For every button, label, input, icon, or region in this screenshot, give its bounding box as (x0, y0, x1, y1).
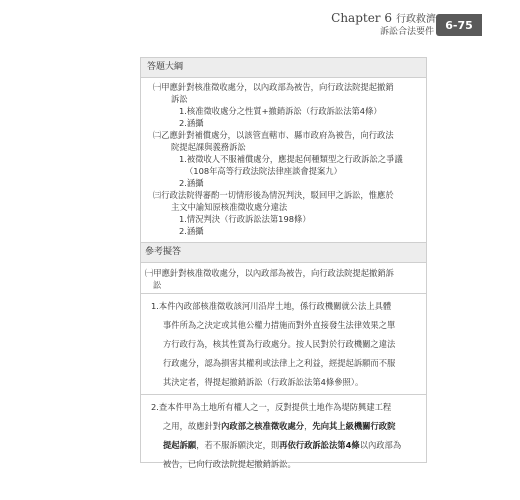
page-header (0, 0, 520, 44)
answer-outline-box (140, 57, 427, 243)
reference-intro (141, 263, 426, 294)
reference-title: 參考擬答 (141, 243, 426, 263)
paragraph-line: 2.查本件甲為土地所有權人之一，反對提供土地作為堤防興建工程 (151, 402, 392, 412)
outline-line: ㈠甲應針對核准徵收處分，以內政部為被告，向行政法院提起撤銷 (153, 82, 394, 92)
outline-line: （108年高等行政法院法律座談會提案九） (185, 166, 342, 176)
paragraph-line: 方行政行為，核其性質為行政處分。按人民對於行政機關之違法 (163, 339, 396, 349)
bold-text: 內政部之核准徵收處分 (221, 421, 305, 431)
paragraph-line: 1.本件內政部核准徵收該河川沿岸土地，係行政機關就公法上具體 (151, 301, 392, 311)
intro-line: 訟 (153, 280, 162, 290)
plain-text: ，若不服訴願決定，則 (196, 440, 280, 450)
section-subtitle: 訴訟合法要件 (379, 27, 434, 37)
plain-text: 之用，故應針對 (163, 421, 222, 431)
plain-text: 以內政部為 (359, 440, 402, 450)
outline-line: 訴訟 (171, 94, 188, 104)
paragraph-line: 行政處分，認為損害其權利或法律上之利益，經提起訴願而不服 (163, 358, 396, 368)
bold-text: 再依行政訴訟法第4條 (279, 440, 360, 450)
paragraph-line: 事件所為之決定或其他公權力措施而對外直接發生法律效果之單 (163, 320, 396, 330)
outline-line: 2.涵攝 (179, 118, 204, 128)
outline-line: 1.被徵收人不服補償處分，應提起何種類型之行政訴訟之爭議 (179, 154, 403, 164)
paragraph-line (151, 420, 422, 432)
reference-paragraph-1 (141, 294, 426, 395)
outline-line: ㈢行政法院得審酌一切情形後為情況判決，駁回甲之訴訟，惟應於 (153, 190, 394, 200)
outline-line: 2.涵攝 (179, 178, 204, 188)
page-number: 6-75 (436, 14, 482, 36)
outline-title: 答題大綱 (141, 58, 426, 78)
outline-line: 1.情況判決（行政訴訟法第198條） (179, 214, 311, 224)
plain-text: ， (304, 421, 313, 431)
paragraph-line: 被告，已向行政法院提起撤銷訴訟。 (163, 459, 296, 469)
outline-line: 主文中諭知原核准徵收處分違法 (171, 202, 288, 212)
chapter-title: 行政救濟 (396, 14, 436, 25)
intro-line: ㈠甲應針對核准徵收處分，以內政部為被告，向行政法院提起撤銷訴 (145, 268, 394, 278)
outline-body (141, 78, 426, 237)
outline-line: 1.核准徵收處分之性質+撤銷訴訟（行政訴訟法第4條） (179, 106, 382, 116)
paragraph-line (151, 439, 422, 451)
outline-line: 2.涵攝 (179, 226, 204, 236)
paragraph-line: 其決定者，得提起撤銷訴訟（行政訴訟法第4條參照）。 (163, 377, 364, 387)
chapter-heading (331, 10, 436, 25)
chapter-number: Chapter 6 (331, 11, 392, 25)
reference-answer-box (140, 242, 427, 469)
outline-line: ㈡乙應針對補償處分，以該管直轄市、縣市政府為被告，向行政法 (153, 130, 394, 140)
reference-paragraph-2 (141, 395, 426, 476)
bold-text: 先向其上級機關行政院 (312, 421, 396, 431)
bold-text: 提起訴願 (163, 440, 197, 450)
outline-line: 院提起課與義務訴訟 (171, 142, 246, 152)
